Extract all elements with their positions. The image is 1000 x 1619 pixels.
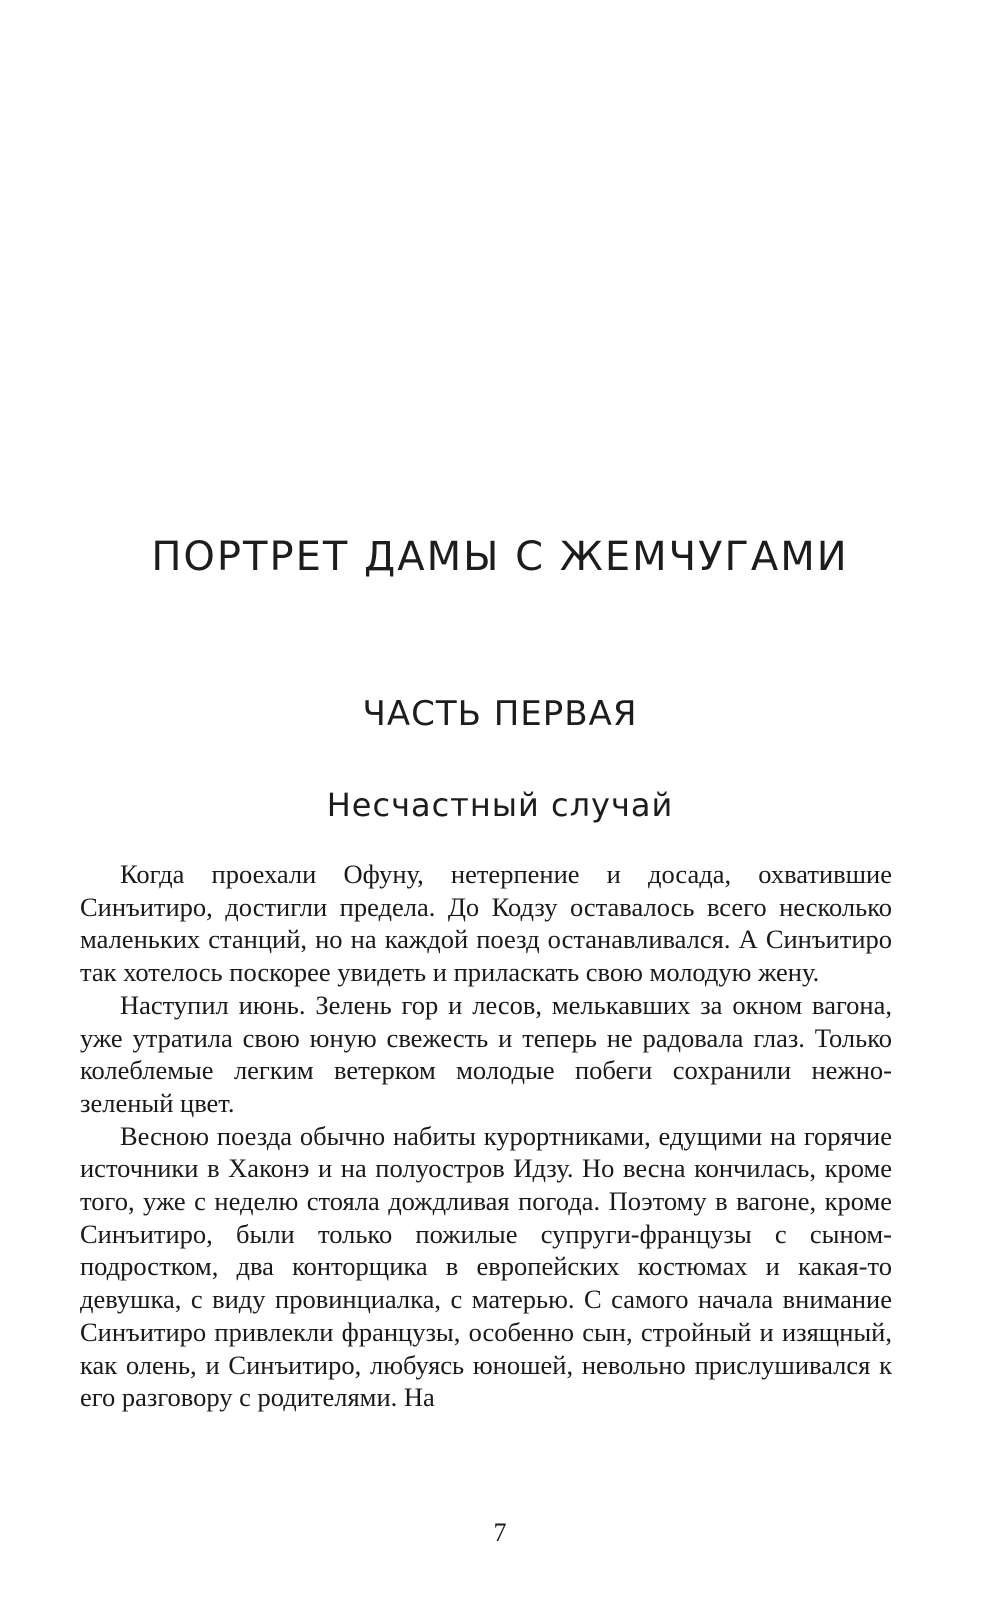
page-number: 7 [493,1518,507,1547]
paragraph: Когда проехали Офуну, нетерпение и досада, охватившие Синъитиро, достигли предела. До Кодзу оставалось всего несколько маленьких станций, но на каждой поезд останавливался. А Синъитиро так хотелось поскорее увидеть и приласкать свою молодую жену. [80,859,892,988]
paragraph: Наступил июнь. Зелень гор и лесов, мелькавших за окном вагона, уже утратила свою юную свежесть и теперь не радовала глаз. Только колеблемые легким ветерком молодые побеги сохранили нежно-зеленый цвет. [80,989,892,1118]
part-title: ЧАСТЬ ПЕРВАЯ [362,694,638,734]
body-text [80,858,892,1414]
paragraph: Весною поезда обычно набиты курортниками, едущими на горячие источники в Хаконэ и на полуостров Идзу. Но весна кончилась, кроме того, уже с неделю стояла дождливая погода. Поэтому в вагоне, кроме Синъитиро, были только пожилые супруги-французы с сыном-подростком, два конторщика в европейских костюмах и какая-то девушка, с виду провинциалка, с матерью. С самого начала внимание Синъитиро привлекли французы, особенно сын, стройный и изящный, как олень, и Синъитиро, любуясь юношей, невольно прислушивался к его разговору с родителями. На [80,1120,892,1413]
book-title: ПОРТРЕТ ДАМЫ С ЖЕМЧУГАМИ [151,534,849,580]
chapter-title: Несчастный случай [326,786,674,824]
